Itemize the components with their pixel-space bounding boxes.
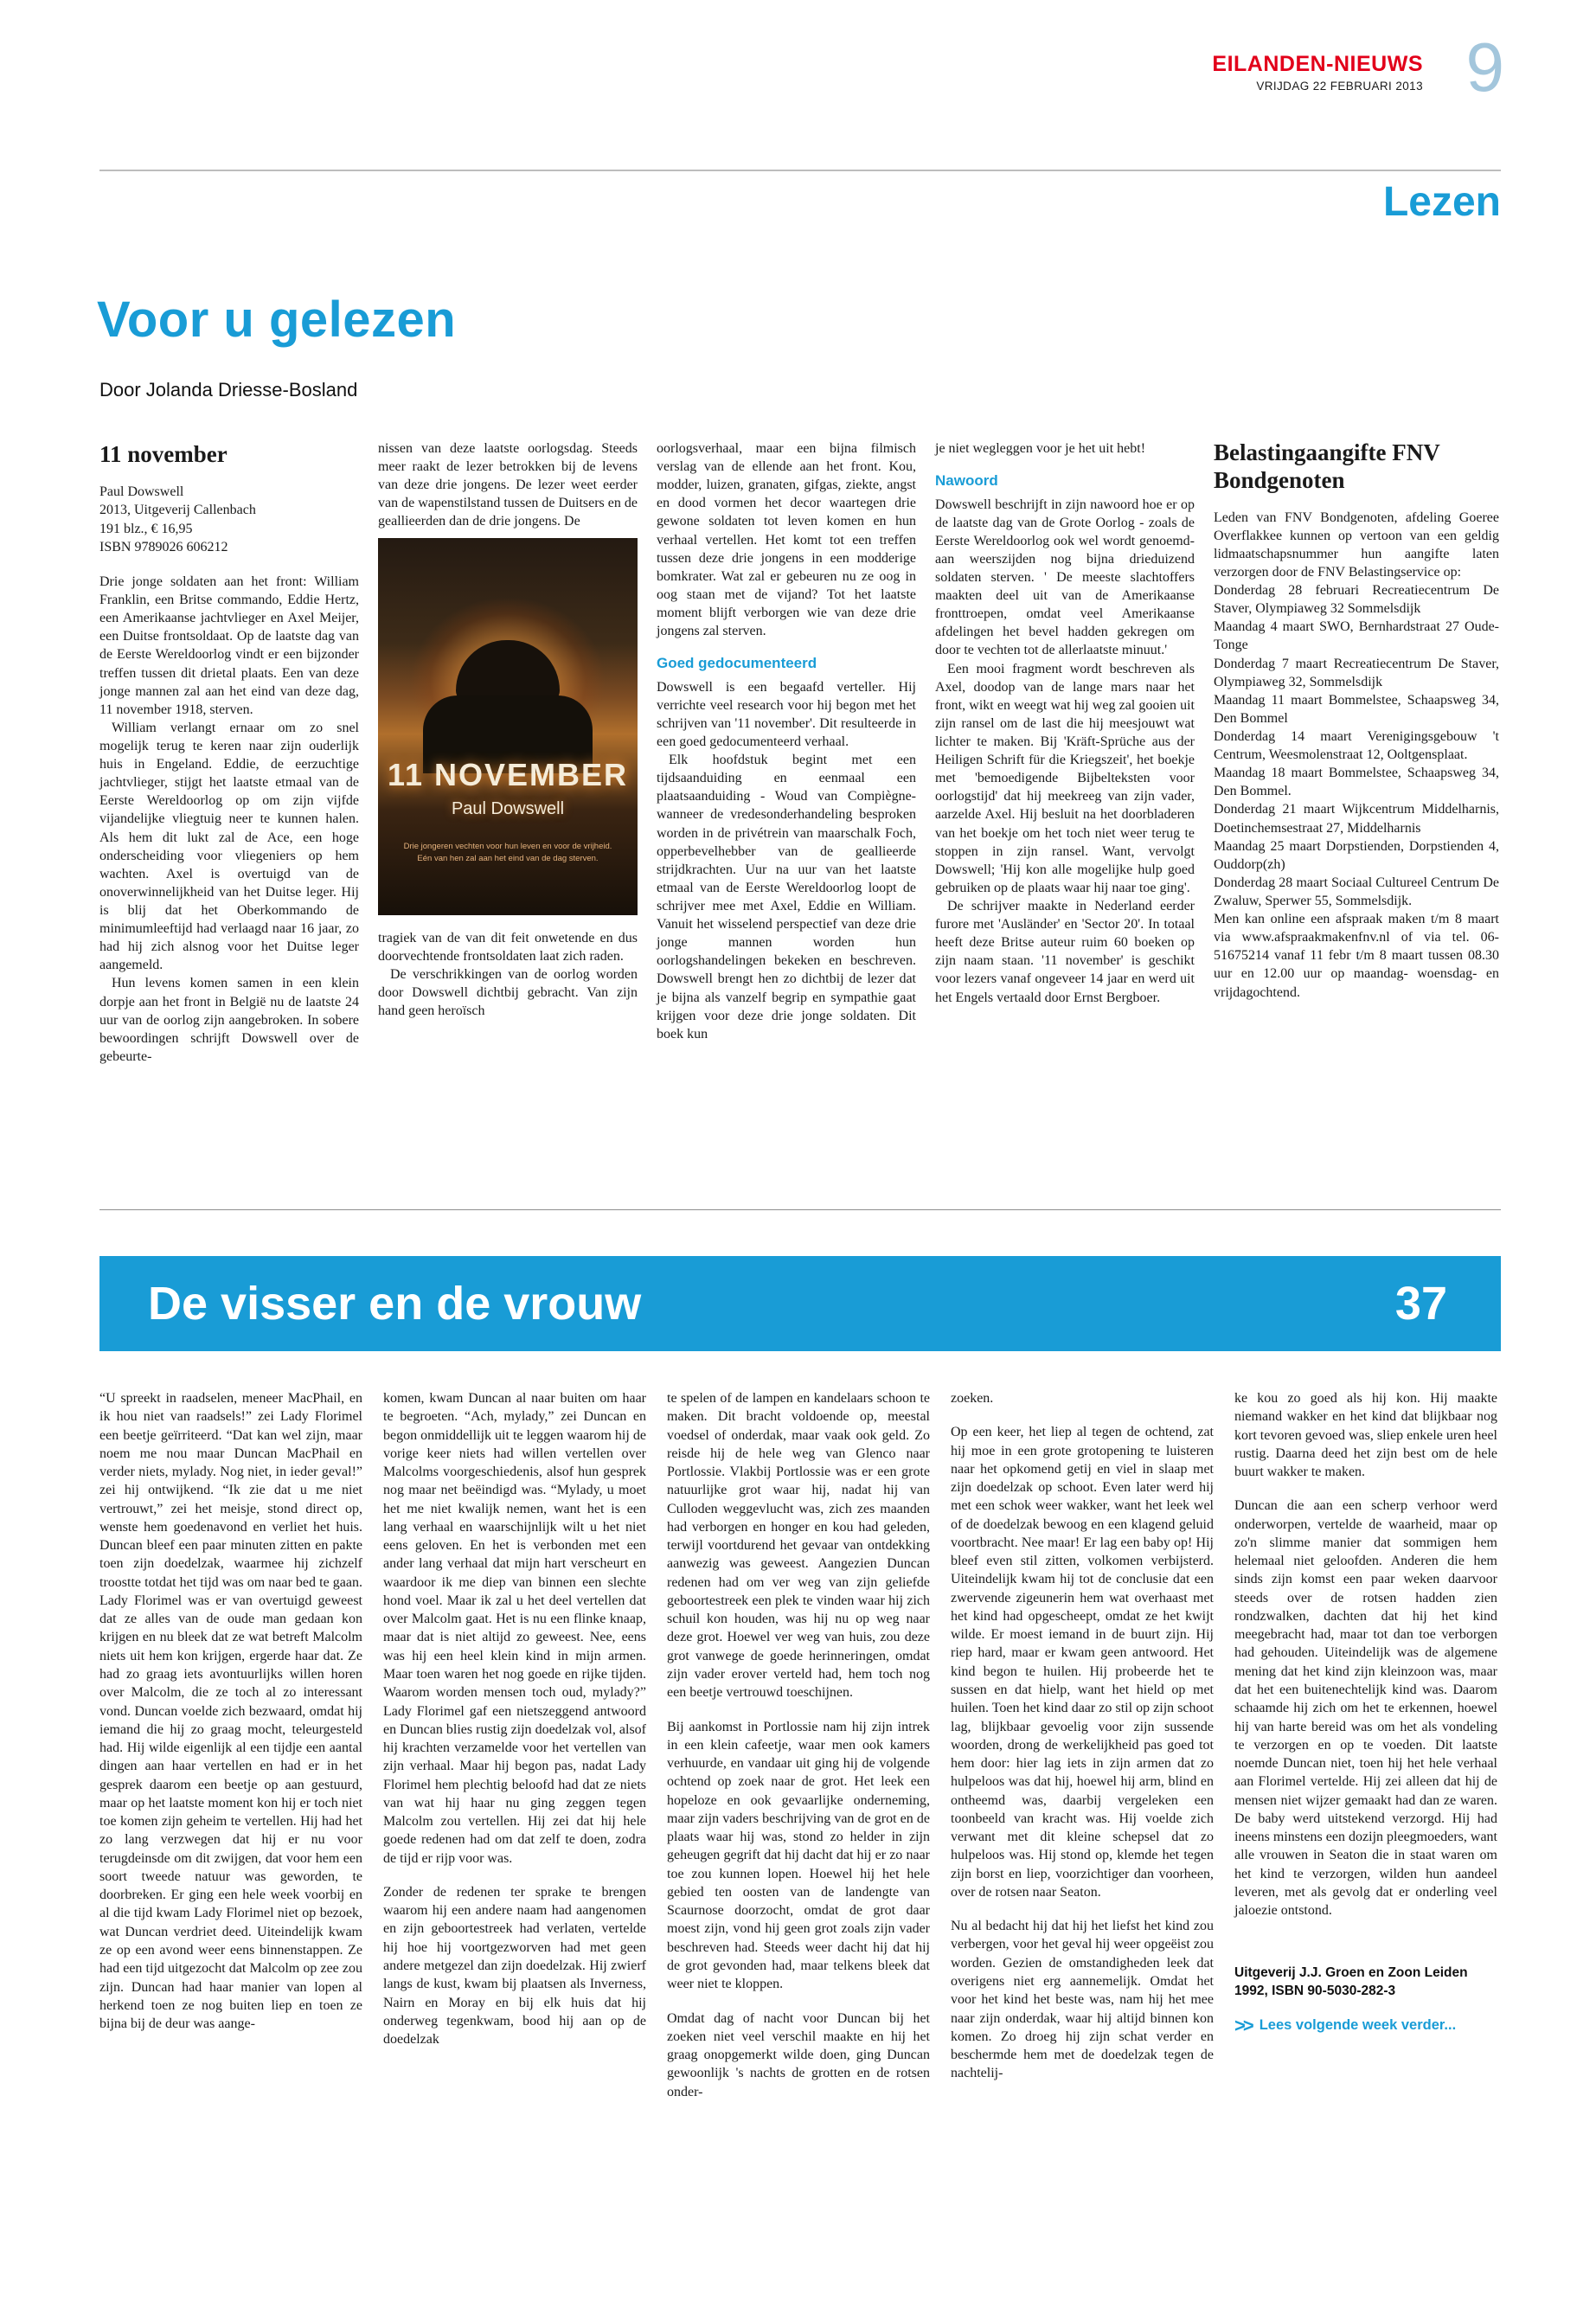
cover-author: Paul Dowswell <box>451 798 565 818</box>
column-paragraph: Op een keer, het liep al tegen de ochtend, zat hij moe in een grote grotopening te luisteren naar het opkomend getij en viel in slaap met zijn doedelzak op schoot. Even later werd hij met een schok weer wakker, want het leek wel of de doedelzak bewoog en een klagend geluid voortbracht. Nee maar! Er lag een baby op! Hij bleef even stil zitten, volkomen verbijsterd. Uiteindelijk kwam hij tot de conclusie dat een zwervende zigeunerin hem wat overhaast met het kind had opgescheept, omdat ze het kwijt wilde. Er moest iemand in de buurt zijn. Hij riep hard, maar er kwam geen antwoord. Het kind begon te huilen. Hij probeerde het te sussen en dat hielp, want het hield op met huilen. Toen het kind daar zo stil op zijn schoot lag, blijkbaar gevoelig voor zijn sussende woorden, drong de werkelijkheid pas goed tot hem door: hier lag iets in zijn armen dat zo hulpeloos was dat hij, hoewel hij arm, blind en ontheemd was, daarbij vergeleken een toonbeeld van kracht was. Hij voelde zich verwant met dit kleine schepsel dat zo hulpeloos was. Hij stond op, klemde het tegen zijn borst en liep, voorzichtiger dan voorheen, over de rotsen naar Seaton. <box>951 1425 1214 1900</box>
column-paragraph: De schrijver maakte in Nederland eerder furore met 'Ausländer' en 'Sector 20'. In totaal heeft deze Britse auteur ruim 60 boeken op zijn naam staan. '11 november' is geschikt voor lezers vanaf ongeveer 14 jaar en werd uit het Engels vertaald door Ernst Bergboer. <box>935 898 1195 1005</box>
column-paragraph: Donderdag 28 maart Sociaal Cultureel Centrum De Zwaluw, Sperwer 55, Sommelsdijk. <box>1214 875 1499 909</box>
review-columns <box>99 439 1501 1066</box>
review-column-4-text <box>935 439 1195 1007</box>
column-paragraph: Drie jonge soldaten aan het front: William Franklin, een Britse commando, Eddie Hertz, een Amerikaanse jachtvlieger en Axel Meijer, een Duitse frontsoldaat. Op de laatste dag van de Eerste Wereldoorlog vindt er een bijzonder treffen tussen dit drietal plaats. Een van deze jonge mannen zal aan het eind van deze dag, 11 november 1918, sterven. <box>99 574 359 717</box>
story-columns <box>99 1389 1501 2101</box>
column-paragraph: Een mooi fragment wordt beschreven als Axel, doodop van de lange mars naar het front, wikt en weegt wat hij weg zal gooien uit zijn ransel om de last die hij meesjouwt wat lichter te maken. Bij 'Kräft-Sprüche aus der Heiligen Schrift für die Kriegszeit', het boekje met 'bemoedigende Bijbelteksten voor oorlogstijd' dat hij meekreeg van zijn vader, aarzelde Axel. Hij besluit na het doorbladeren van het boekje om het toch niet weer terug te stoppen in zijn ransel. Want, vervolgt Dowswell; 'Hij kon alle mogelijke hulp goed gebruiken op de plaats waar hij naar toe ging'. <box>935 661 1195 895</box>
story-column-3 <box>667 1389 930 2101</box>
story-column-2 <box>383 1389 646 2101</box>
column-paragraph: Hun levens komen samen in een klein dorpje aan het front in België nu de laatste 24 uur van de oorlog zijn aangebroken. In sobere bewoordingen schrijft Dowswell over de gebeurte- <box>99 976 359 1064</box>
column-paragraph: Donderdag 7 maart Recreatiecentrum De Staver, Olympiaweg 32, Sommelsdijk <box>1214 656 1499 689</box>
column-paragraph: Duncan die aan een scherp verhoor werd onderworpen, vertelde de waarheid, maar op zo'n slimme manier dat sommigen hem helemaal niet geloofden. Anderen die hem sinds zijn komst een paar weken daarvoor steeds over de rotsen hadden zien rondzwalken, dachten dat hij het kind meegebracht had, maar tot dan toe verborgen had gehouden. Uiteindelijk was de algemene mening dat het kind zijn kleinzoon was, maar dat het een buitenechtelijk kind was. Daarom schaamde hij zich om het te erkennen, hoewel hij van harte bereid was om het als vondeling te verzorgen en op te voeden. Dit laatste noemde Duncan niet, toen hij het hele verhaal aan Florimel vertelde. Hij zei alleen dat hij de mensen niet wijzer gemaakt had dan ze waren. De baby werd uitstekend verzorgd. Hij had ineens minstens een dozijn pleegmoeders, want alle vrouwen in Seaton die in staat waren om het kind te verzorgen, wilden hun aandeel leveren, met als gevolg dat er onderling veel jaloezie ontstond. <box>1234 1498 1497 1919</box>
column-paragraph: Paul Dowswell <box>99 484 184 499</box>
cover-title: 11 NOVEMBER <box>387 756 629 792</box>
fnv-text <box>1214 509 1499 1002</box>
publisher-line-1: Uitgeverij J.J. Groen en Zoon Leiden <box>1234 1965 1468 1981</box>
column-paragraph: Maandag 11 maart Bommelstee, Schaapsweg 34, Den Bommel <box>1214 692 1499 726</box>
story-column-5-text <box>1234 1389 1497 1920</box>
column-subheading: Goed gedocumenteerd <box>657 655 817 672</box>
column-paragraph: Dowswell beschrijft in zijn nawoord hoe er op de laatste dag van de Grote Oorlog - zoals de Eerste Wereldoorlog ook wel wordt genoemd- aan weerszijden nog bijna drieduizend soldaten sterven. ' De meeste slachtoffers maakten deel uit van de Amerikaanse fronttroepen, omdat veel Amerikaanse afdelingen het bevel hadden gekregen om door te vechten tot de allerlaatste minuut.' <box>935 497 1195 658</box>
column-paragraph: Zonder de redenen ter sprake te brengen waarom hij een andere naam had aangenomen en zijn geboortestreek had verlaten, vertelde hij hoe hij voortgezworven had met geen andere metgezel dan zijn doedelzak. Hij zwierf langs de kust, kwam bij plaatsen als Inverness, Nairn en Moray en bij elk huis dat hij onderweg tegenkwam, bood hij aan op de doedelzak <box>383 1884 646 2048</box>
page-number: 9 <box>1465 29 1504 106</box>
story-column-4 <box>951 1389 1214 2101</box>
column-paragraph: je niet wegleggen voor je het uit hebt! <box>935 441 1146 456</box>
column-paragraph: William verlangt ernaar om zo snel mogelijk terug te keren naar zijn ouderlijk huis in Engeland. Eddie, de eerzuchtige jachtvlieger, stijgt het laatste etmaal van de Eerste Wereldoorlog op om zijn vijfde vijandelijke vliegtuig neer te kunnen halen. Als hem dit lukt zal de Ace, een hoge onderscheiding voor vliegeniers op hem wachten. Axel is overtuigd van de onoverwinnelijkheid van het Duitse leger. Hij is blij dat het Oberkommando de minimumleeftijd had verlaagd naar 16 jaar, zo had hij zich alsnog voor het Duitse leger aangemeld. <box>99 720 359 973</box>
review-column-1-text <box>99 573 359 1066</box>
issue-date: VRIJDAG 22 FEBRUARI 2013 <box>1256 80 1423 93</box>
review-section-title: Voor u gelezen <box>97 292 457 348</box>
column-paragraph: komen, kwam Duncan al naar buiten om haar te begroeten. “Ach, mylady,” zei Duncan en begon onmiddellijk uit te leggen waarom hij de vorige keer niets had willen vertellen over Malcolms voorgeschiedenis, alsof hun gesprek nog maar net beëindigd was. “Mylady, u moet het me niet kwalijk nemen, want het is een lang verhaal en waarschijnlijk wilt u het niet eens geloven. En het is verbonden met een ander lang verhaal dat mijn hart verscheurt en waardoor ik me diep van binnen een slechte hond voel. Maar ik zal u het deel vertellen dat over Malcolm gaat. Het is nu een flinke knaap, maar dat is niet altijd zo geweest. Nee, eens was hij een heel klein kind in mijn armen. Maar toen waren het nog goede en rijke tijden. Waarom worden mensen toch oud, mylady?” Lady Florimel gaf een nietszeggend antwoord en Duncan blies rustig zijn doedelzak vol, alsof hij krachten verzamelde voor het vertellen van zijn verhaal. Maar hij begon pas, nadat Lady Florimel hem plechtig beloofd had dat ze niets van wat hij haar nu ging zeggen tegen Malcolm zou vertellen. Hij zei dat hij hele goede redenen had om dat zelf te doen, zodra de tijd er rijp voor was. <box>383 1391 646 1866</box>
story-column-1 <box>99 1389 362 2101</box>
story-column-5 <box>1234 1389 1497 2101</box>
column-paragraph: 191 blz., € 16,95 <box>99 521 193 536</box>
book-meta <box>99 483 359 557</box>
serial-title: De visser en de vrouw <box>148 1278 642 1330</box>
section-divider-rule <box>99 1209 1501 1210</box>
review-column-1 <box>99 439 359 1066</box>
book-title: 11 november <box>99 441 228 467</box>
column-paragraph: Eén van hen zal aan het eind van de dag sterven. <box>417 853 599 863</box>
column-paragraph: oorlogsverhaal, maar een bijna filmisch verslag van de ellende aan het front. Kou, modder, luizen, granaten, gifgas, ziekte, angst en dood vormen het decor waartegen drie gewone soldaten tot leven komen en hun verhaal vertellen. Het komt tot een treffen tussen deze drie jongens in een modderige bomkrater. Wat zal er gebeuren nu ze oog in oog staan met de vijand? Tot het laatste moment blijft verborgen wie van deze drie jongens zal sterven. <box>657 441 916 639</box>
column-paragraph: “U spreekt in raadselen, meneer MacPhail, en ik hou niet van raadsels!” zei Lady Florimel een beetje geïrriteerd. “Dat kan wel zijn, maar noem me nou maar Duncan MacPhail en verder niets, mylady. Nog niet, in ieder geval!” zei hij ontwijkend. “Ik zie dat u me niet vertrouwt,” zei het meisje, stond direct op, wenste hem goedenavond en verliet het huis. Duncan bleef een paar minuten zitten en pakte toen zijn doedelzak, waarmee hij zichzelf troostte totdat het tijd was om naar bed te gaan. Lady Florimel was er van overtuigd geweest dat ze alles van de oude man gedaan kon krijgen en nu bleek dat ze wat betreft Malcolm niets uit hem kon krijgen, ergerde haar dat. Ze had zo graag iets avontuurlijks willen horen over Malcolm, die ze toch al zo interessant vond. Duncan voelde zich bezwaard, omdat hij iemand die hij zo graag mocht, teleurgesteld had. Hij wilde eigenlijk al een tijdje een aantal dingen aan haar vertellen en had er in het gesprek daarom een beetje op aan gestuurd, maar op het laatste moment kon hij er toch niet toe komen zijn geheim te vertellen. Hij had het zo lang verzwegen dat hij er nu voor terugdeinsde om dit zwijgen, dat voor hem een soort tweede natuur was geworden, te doorbreken. Er ging een hele week voorbij en al die tijd kwam Lady Florimel niet op bezoek, wat Duncan verdriet deed. Uiteindelijk kwam ze op een avond weer eens binnenstappen. Ze had een tijd uitgezocht dat Malcolm op zee zou zijn. Duncan had haar manier van lopen al herkend toen ze nog buiten liep en toen ze bijna bij de deur was aange- <box>99 1391 362 2032</box>
serial-banner <box>99 1256 1501 1351</box>
column-paragraph: te spelen of de lampen en kandelaars schoon te maken. Dit bracht voldoende op, meestal voedsel of onderdak, maar vaak ook geld. Zo reisde hij de hele weg van Glenco naar Portlossie. Vlakbij Portlossie was er een grote natuurlijke grot waar hij, nadat hij van Culloden weggevlucht was, zich zes maanden had verborgen en honger en kou had geleden, terwijl voortdurend het gevaar van ontdekking aanwezig was geweest. Aangezien Duncan redenen had om ver weg van zijn geliefde geboortestreek een plek te vinden waar hij zich schuil kon houden, was hij nu op weg naar deze grot. Hoewel ver weg van huis, zou deze grot vanwege de goede herinneringen, omdat zijn vader erover verteld had, hem toch nog een beetje vertrouwd toeschijnen. <box>667 1391 930 1701</box>
column-paragraph: Maandag 25 maart Dorpstienden, Dorpstienden 4, Ouddorp(zh) <box>1214 838 1499 872</box>
column-paragraph: Elk hoofdstuk begint met een tijdsaanduiding en eenmaal een plaatsaanduiding - Woud van Compiègne- wanneer de vredesonderhandeling besproken worden in de privétrein van maarschalk Foch, opperbevelhebber van de geallieerde strijdkrachten. Uur na uur van het laatste etmaal van de Eerste Wereldoorlog loopt de schrijver mee met Axel, Eddie en William. Vanuit het wisselend perspectief van deze drie jonge mannen worden hun oorlogshandelingen bekeken en beschreven. Dowswell brengt hen zo dichtbij de lezer dat je bijna als vanzelf begrip en sympathie gaat krijgen voor deze drie jonge soldaten. Dit boek kun <box>657 753 916 1042</box>
newspaper-logo: EILANDEN-NIEUWS <box>1212 52 1423 76</box>
column-paragraph: Omdat dag of nacht voor Duncan bij het zoeken niet veel verschil maakte en hij het graag onopgemerkt wilde doen, ging Duncan gewoonlijk 's nachts de grotten en de rotsen onder- <box>667 2010 930 2099</box>
review-column-2-bottom-text <box>378 929 638 1021</box>
fnv-announcement <box>1214 439 1499 1066</box>
publisher-info <box>1234 1965 1497 2001</box>
column-paragraph: Bij aankomst in Portlossie nam hij zijn intrek in een klein cafeetje, waar men ook kamers verhuurde, en vandaar uit ging hij de volgende ochtend op zoek naar de grot. Het leek een hopeloze en ook gevaarlijke onderneming, maar zijn vaders beschrijving van de grot en de plaats waar hij was, stond zo helder in zijn geheugen gegrift dat hij dacht dat hij er zo naar toe zou kunnen lopen. Hoewel hij het hele gebied ten oosten van de landengte van Scaurnose doorzocht, omdat de grot daar moest zijn, vond hij geen grot zoals zijn vader beschreven had. Steeds weer dacht hij dat hij de grot gevonden had, maar telkens bleek dat weer niet te kloppen. <box>667 1719 930 1992</box>
column-paragraph: Donderdag 28 februari Recreatiecentrum De Staver, Olympiaweg 32 Sommelsdijk <box>1214 583 1499 617</box>
column-paragraph: De verschrikkingen van de oorlog worden door Dowswell dichtbij gebracht. Van zijn hand geen heroïsch <box>378 966 638 1018</box>
column-paragraph: Dowswell is een begaafd verteller. Hij verrichte veel research voor hij begon met het schrijven van '11 november'. Dit resulteerde in een goed gedocumenteerd verhaal. <box>657 679 916 749</box>
review-column-2-top-text <box>378 439 638 531</box>
double-chevron-icon: >> <box>1234 2015 1252 2037</box>
column-paragraph: nissen van deze laatste oorlogsdag. Steeds meer raakt de lezer betrokken bij de levens van deze drie jongens. De lezer weet eerder van de wapenstilstand tussen de Duitsers en de geallieerden dan de drie jongens. De <box>378 441 638 529</box>
column-subheading: Nawoord <box>935 472 998 490</box>
review-column-3-text <box>657 439 916 1043</box>
serial-footer <box>1234 1965 1497 2035</box>
column-paragraph: Leden van FNV Bondgenoten, afdeling Goeree Overflakkee kunnen op vertoon van een geldig lidmaatschapsnummer hun aangifte laten verzorgen door de FNV Belastingservice op: <box>1214 510 1499 580</box>
column-paragraph: 2013, Uitgeverij Callenbach <box>99 503 256 518</box>
column-paragraph: Drie jongeren vechten voor hun leven en voor de vrijheid. <box>403 842 612 852</box>
section-label: Lezen <box>1382 179 1501 225</box>
column-paragraph: Donderdag 21 maart Wijkcentrum Middelharnis, Doetinchemsestraat 27, Middelharnis <box>1214 802 1499 836</box>
column-paragraph: Nu al bedacht hij dat hij het liefst het kind zou verbergen, voor het geval hij weer opgeëist zou worden. Gezien de omstandigheden leek dat overigens niet erg aannemelijk. Omdat het voor het kind het beste was, nam hij het mee naar zijn onderdak, waar hij altijd binnen kon komen. Zo droeg hij zijn schat verder en beschermde hem met de doedelzak tegen de nachtelij- <box>951 1919 1214 2081</box>
column-paragraph: tragiek van de van dit feit onwetende en dus doorvechtende frontsoldaten laat zich raden. <box>378 930 638 964</box>
next-week-label: Lees volgende week verder... <box>1259 2017 1457 2034</box>
publisher-line-2: 1992, ISBN 90-5030-282-3 <box>1234 1984 1396 1999</box>
column-paragraph: Maandag 4 maart SWO, Bernhardstraat 27 Oude-Tonge <box>1214 619 1499 653</box>
review-column-2 <box>378 439 638 1066</box>
column-paragraph: ke kou zo goed als hij kon. Hij maakte niemand wakker en het kind dat blijkbaar nog kort tevoren gevoed was, sliep enkele uren heel rustig. Daarna deed het zijn best om de hele buurt wakker te maken. <box>1234 1391 1497 1480</box>
serial-episode-number: 37 <box>1394 1278 1447 1330</box>
review-column-3 <box>657 439 916 1066</box>
cover-tagline <box>392 841 624 865</box>
next-week-teaser <box>1234 2016 1497 2035</box>
review-column-4 <box>935 439 1195 1066</box>
soldier-helmet-silhouette <box>456 640 560 702</box>
column-paragraph: Maandag 18 maart Bommelstee, Schaapsweg 34, Den Bommel. <box>1214 766 1499 799</box>
fnv-title: Belastingaangifte FNV Bondgenoten <box>1214 439 1440 493</box>
column-paragraph: zoeken. <box>951 1391 994 1406</box>
column-paragraph: Men kan online een afspraak maken t/m 8 maart via www.afspraakmakenfnv.nl of via tel. 06-51675214 vanaf 11 febr t/m 8 maart tussen 08.30 uur en 12.00 uur op maandag- woensdag- en vrijdagochtend. <box>1214 912 1499 1000</box>
review-byline: Door Jolanda Driesse-Bosland <box>99 379 358 401</box>
header-rule <box>99 170 1501 171</box>
masthead <box>1212 52 1423 93</box>
column-paragraph: Donderdag 14 maart Verenigingsgebouw 't Centrum, Weesmolenstraat 12, Ooltgensplaat. <box>1214 729 1499 763</box>
column-paragraph: ISBN 9789026 606212 <box>99 540 228 555</box>
book-cover-image <box>378 538 638 915</box>
